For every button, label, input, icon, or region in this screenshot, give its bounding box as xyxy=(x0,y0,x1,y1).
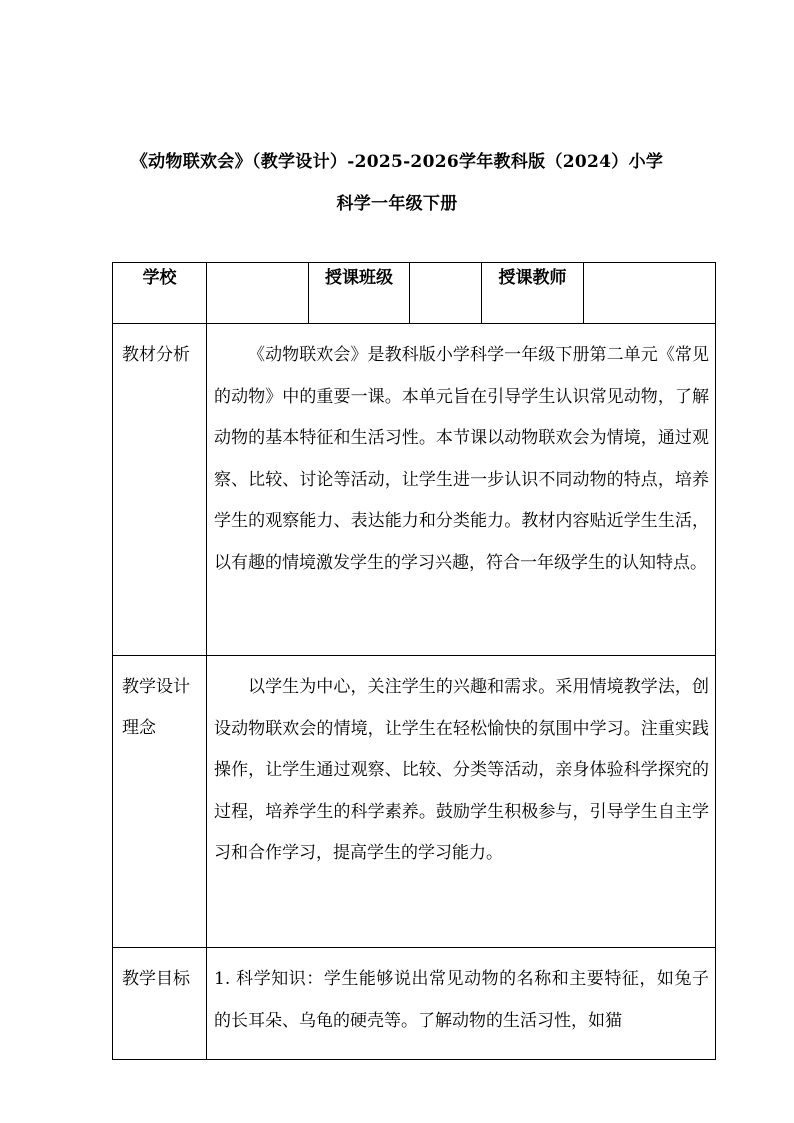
row-content-design-concept: 以学生为中心，关注学生的兴趣和需求。采用情境教学法，创设动物联欢会的情境，让学生在轻松愉快的氛围中学习。注重实践操作，让学生通过观察、比较、分类等活动，亲身体验科学探究的过程，培养学生的科学素养。鼓励学生积极参与，引导学生自主学习和合作学习，提高学生的学习能力。 xyxy=(207,656,716,948)
document-title-line-1: 《动物联欢会》（教学设计）-2025-2026学年教科版（2024）小学 xyxy=(130,152,664,172)
row-label-design-concept: 教学设计理念 xyxy=(113,656,207,948)
teacher-label: 授课教师 xyxy=(482,263,584,324)
table-row xyxy=(113,324,716,656)
school-value-cell[interactable] xyxy=(207,263,309,324)
row-content-textbook-analysis: 《动物联欢会》是教科版小学科学一年级下册第二单元《常见的动物》中的重要一课。本单元旨在引导学生认识常见动物，了解动物的基本特征和生活习性。本节课以动物联欢会为情境，通过观察、比较、讨论等活动，让学生进一步认识不同动物的特点，培养学生的观察能力、表达能力和分类能力。教材内容贴近学生生活，以有趣的情境激发学生的学习兴趣，符合一年级学生的认知特点。 xyxy=(207,324,716,656)
class-label: 授课班级 xyxy=(309,263,410,324)
row-label-textbook-analysis: 教材分析 xyxy=(113,324,207,656)
lesson-plan-table xyxy=(112,262,716,1060)
row-label-teaching-objectives: 教学目标 xyxy=(113,948,207,1060)
table-header-row xyxy=(113,263,716,324)
class-value-cell[interactable] xyxy=(410,263,482,324)
table-row xyxy=(113,948,716,1060)
document-title-line-2: 科学一年级下册 xyxy=(336,194,458,214)
row-content-teaching-objectives: 1. 科学知识：学生能够说出常见动物的名称和主要特征，如兔子的长耳朵、乌龟的硬壳等。了解动物的生活习性，如猫 xyxy=(207,948,716,1060)
school-label: 学校 xyxy=(113,263,207,324)
table-row xyxy=(113,656,716,948)
teacher-value-cell[interactable] xyxy=(584,263,716,324)
